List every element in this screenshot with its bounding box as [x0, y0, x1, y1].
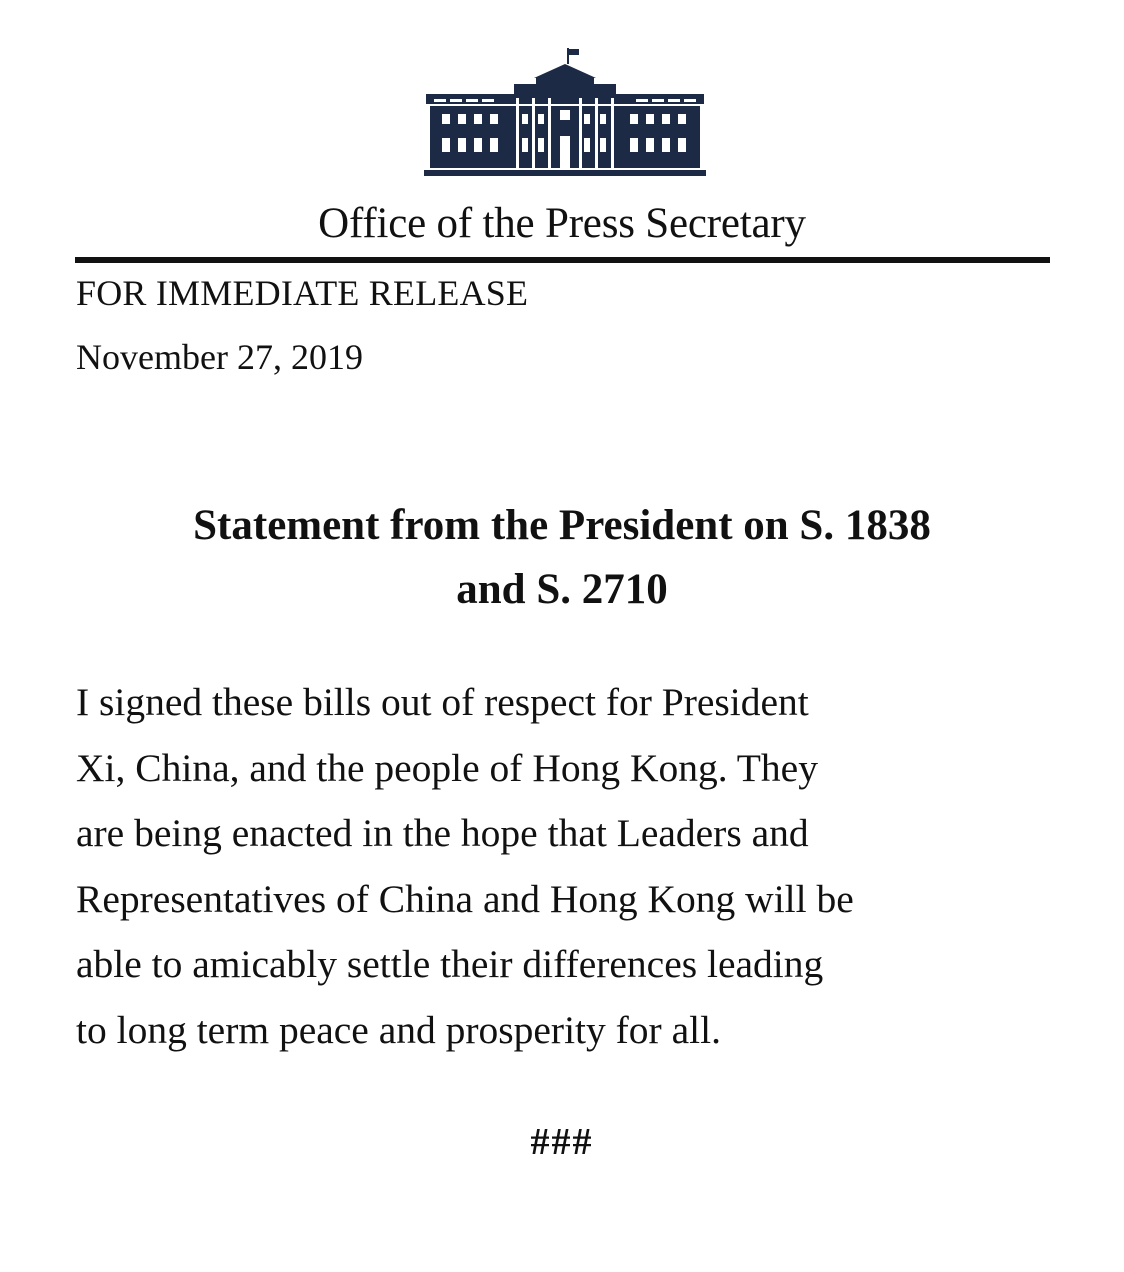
- body-line: I signed these bills out of respect for President: [76, 680, 809, 724]
- statement-title: [60, 494, 1064, 622]
- body-line: to long term peace and prosperity for all.: [76, 1007, 721, 1052]
- body-line: able to amicably settle their differences leading: [76, 942, 824, 987]
- body-line: Representatives of China and Hong Kong will be: [76, 876, 854, 921]
- release-date: November 27, 2019: [76, 337, 363, 377]
- body-line: Xi, China, and the people of Hong Kong. They: [76, 745, 818, 790]
- office-title: Office of the Press Secretary: [318, 200, 806, 247]
- statement-body: [76, 670, 1066, 1064]
- divider: [75, 257, 1050, 263]
- end-mark: ###: [530, 1121, 594, 1163]
- release-label: FOR IMMEDIATE RELEASE: [76, 273, 529, 313]
- statement-title-line-1: Statement from the President on S. 1838: [193, 502, 931, 549]
- body-line: are being enacted in the hope that Leaders and: [76, 811, 809, 856]
- white-house-icon: [424, 46, 706, 182]
- statement-title-line-2: and S. 2710: [456, 566, 668, 613]
